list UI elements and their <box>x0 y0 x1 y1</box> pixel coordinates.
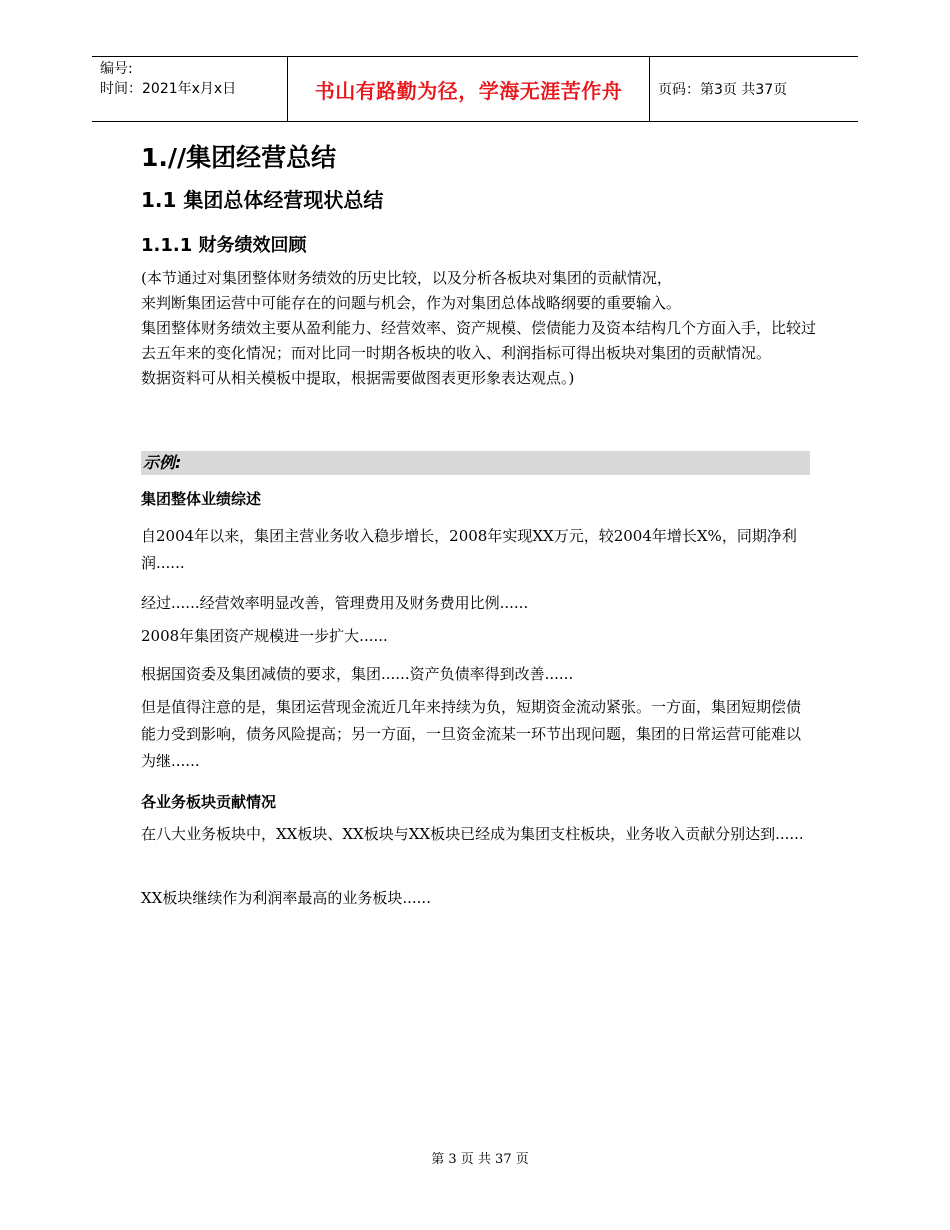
intro-line: 集团整体财务绩效主要从盈利能力、经营效率、资产规模、偿债能力及资本结构几个方面入手，比较过去五年来的变化情况；而对比同一时期各板块的收入、利润指标可得出板块对集团的贡献情况。 <box>141 319 817 362</box>
header-page-info: 页码：第3页 共37页 <box>658 82 788 98</box>
header-motto: 书山有路勤为径，学海无涯苦作舟 <box>287 57 650 121</box>
page-header <box>92 56 858 122</box>
intro-note <box>141 266 821 391</box>
heading-level-3: 1.1.1 财务绩效回顾 <box>141 235 307 256</box>
intro-line: 来判断集团运营中可能存在的问题与机会，作为对集团总体战略纲要的重要输入。 <box>141 294 682 312</box>
section-title-overall-performance: 集团整体业绩综述 <box>141 490 262 508</box>
intro-line: 数据资料可从相关模板中提取，根据需要做图表更形象表达观点。) <box>141 369 575 387</box>
paragraph: 2008年集团资产规模进一步扩大...... <box>141 627 388 645</box>
header-number-label: 编号: <box>100 61 133 77</box>
heading-level-2: 1.1 集团总体经营现状总结 <box>141 188 384 212</box>
paragraph: 但是值得注意的是，集团运营现金流近几年来持续为负，短期资金流动紧张。一方面，集团短期偿债能力受到影响，债务风险提高；另一方面，一旦资金流某一环节出现问题，集团的日常运营可能难以为继...... <box>141 698 802 770</box>
paragraph: 在八大业务板块中，XX板块、XX板块与XX板块已经成为集团支柱板块，业务收入贡献分别达到...... <box>141 825 804 843</box>
paragraph: XX板块继续作为利润率最高的业务板块...... <box>141 889 431 907</box>
paragraph: 根据国资委及集团减债的要求，集团......资产负债率得到改善...... <box>141 665 574 683</box>
example-label-bar: 示例: <box>141 451 810 475</box>
header-meta <box>100 59 236 99</box>
heading-level-1: 1.//集团经营总结 <box>141 143 337 172</box>
intro-line: (本节通过对集团整体财务绩效的历史比较，以及分析各板块对集团的贡献情况， <box>141 269 672 287</box>
paragraph: 经过......经营效率明显改善，管理费用及财务费用比例...... <box>141 594 529 612</box>
page-footer: 第 3 页 共 37 页 <box>431 1152 529 1167</box>
paragraph: 自2004年以来，集团主营业务收入稳步增长，2008年实现XX万元，较2004年增长X%，同期净利润...... <box>141 527 797 572</box>
section-title-segment-contribution: 各业务板块贡献情况 <box>141 793 277 811</box>
header-time-label: 时间：2021年x月x日 <box>100 81 237 97</box>
